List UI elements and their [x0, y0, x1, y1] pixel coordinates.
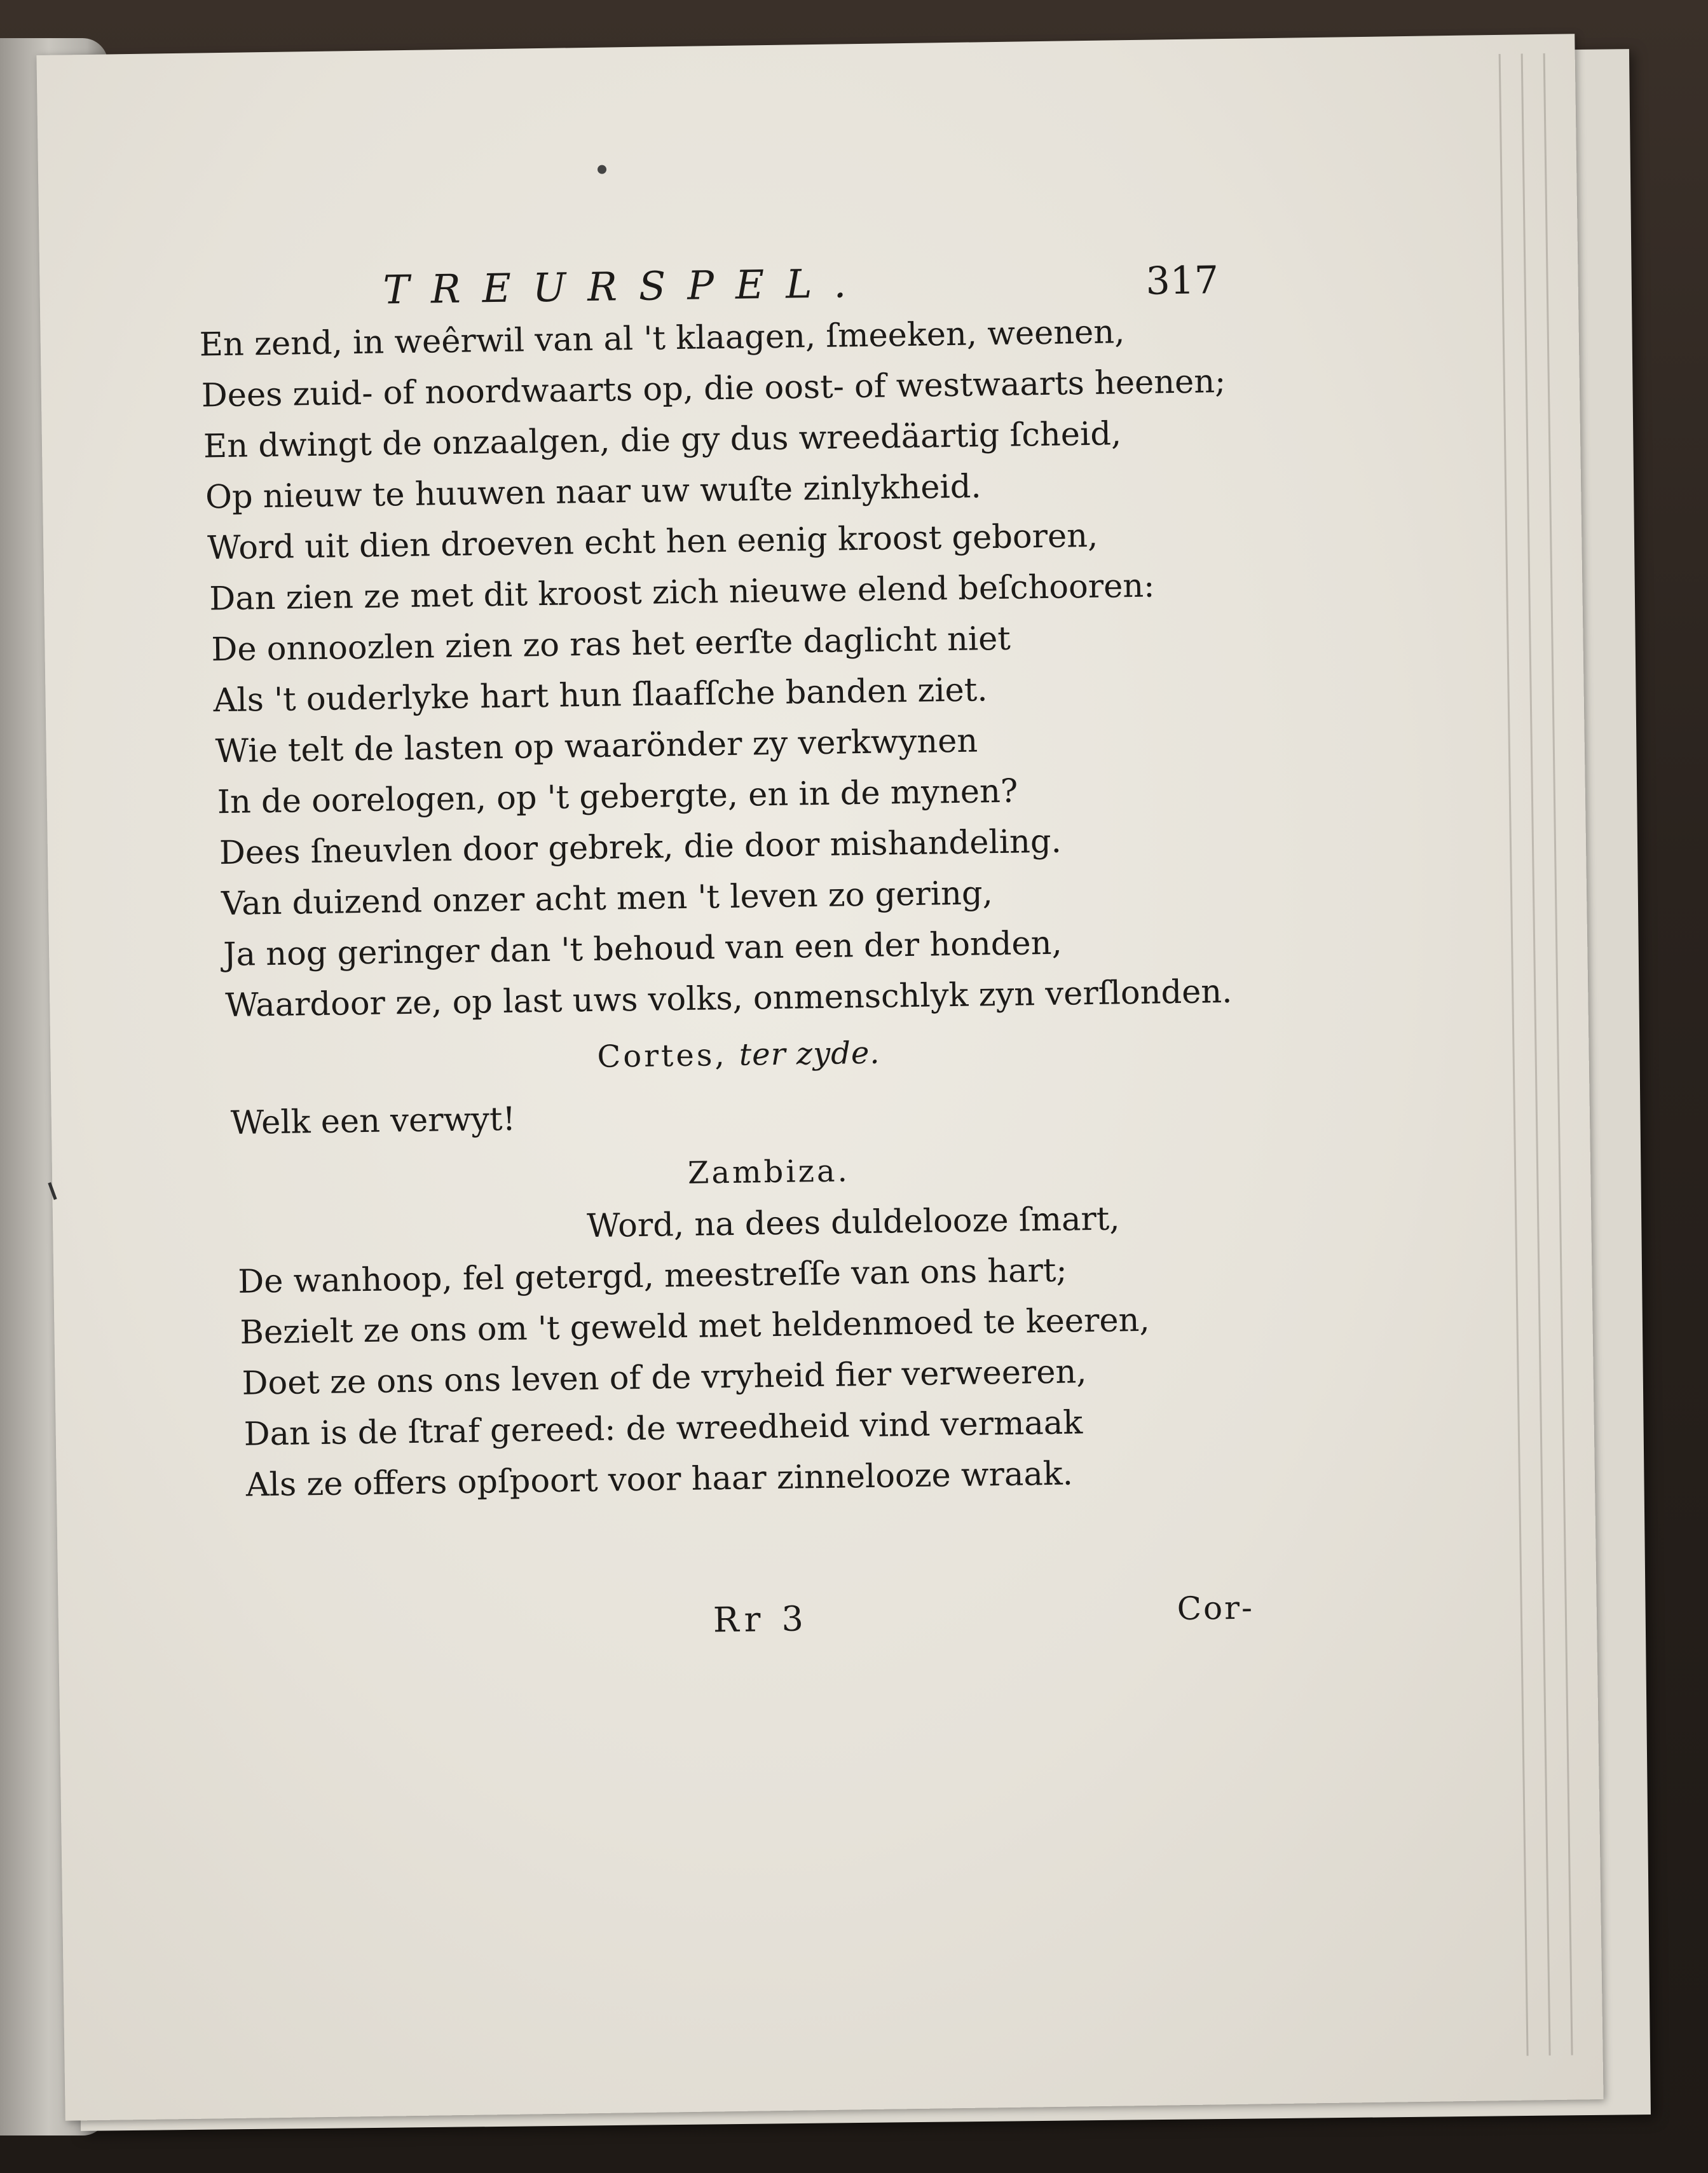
- verse-line: Word uit dien droeven echt hen eenig kroost geboren,: [207, 517, 1098, 568]
- verse-line: In de oorelogen, op 't gebergte, en in de mynen?: [217, 772, 1018, 822]
- verse-line: Dees ſneuvlen door gebrek, die door mishandeling.: [219, 822, 1062, 873]
- verse-line: Wie telt de lasten op waarönder zy verkwynen: [215, 722, 978, 771]
- verse-line: Op nieuw te huuwen naar uw wuſte zinlykheid.: [205, 468, 981, 517]
- verse-line: Dan is de ſtraf gereed: de wreedheid vind vermaak: [243, 1404, 1083, 1454]
- verse-line: De wanhoop, fel getergd, meestreſſe van ons hart;: [237, 1251, 1068, 1301]
- stage-direction: ter zyde.: [739, 1035, 880, 1073]
- verse-line: Als ze offers opſpoort voor haar zinnelooze wraak.: [245, 1455, 1074, 1504]
- verse-line: Van duizend onzer acht men 't leven zo gering,: [221, 875, 994, 923]
- verse-line: Waardoor ze, op last uws volks, onmenschlyk zyn verſlonden.: [224, 972, 1233, 1025]
- verse-line: Word, na dees duldelooze ſmart,: [586, 1200, 1120, 1246]
- verse-line: Welk een verwyt!: [230, 1100, 516, 1142]
- ink-dot: [598, 165, 606, 174]
- running-title: TREURSPEL.: [383, 259, 868, 313]
- catchword: Cor-: [1177, 1589, 1255, 1628]
- verse-line: Ja nog geringer dan 't behoud van een der honden,: [222, 924, 1063, 974]
- verse-line: Bezielt ze ons om 't geweld met heldenmoed te keeren,: [240, 1301, 1151, 1352]
- verse-line: Dan zien ze met dit kroost zich nieuwe elend beſchooren:: [208, 567, 1155, 618]
- page-number: 317: [1145, 258, 1219, 304]
- signature-mark: Rr 3: [713, 1598, 809, 1640]
- verse-line: De onnoozlen zien zo ras het eerſte daglicht niet: [211, 620, 1011, 669]
- speaker-heading: [597, 1035, 880, 1075]
- verse-line: Doet ze ons ons leven of de vryheid fier verweeren,: [242, 1353, 1087, 1403]
- verse-line: Als 't ouderlyke hart hun ſlaafſche banden ziet.: [213, 671, 988, 720]
- speaker-heading: Zambiza.: [687, 1153, 851, 1191]
- book-page: [36, 34, 1603, 2120]
- page-text: [36, 34, 1603, 2120]
- speaker-name: Cortes,: [597, 1037, 728, 1075]
- verse-line: En dwingt de onzaalgen, die gy dus wreedäartig ſcheid,: [203, 415, 1122, 466]
- verse-line: En zend, in weêrwil van al 't klaagen, ſmeeken, weenen,: [199, 313, 1125, 364]
- verse-line: Dees zuid- of noordwaarts op, die oost- of westwaarts heenen;: [201, 362, 1226, 415]
